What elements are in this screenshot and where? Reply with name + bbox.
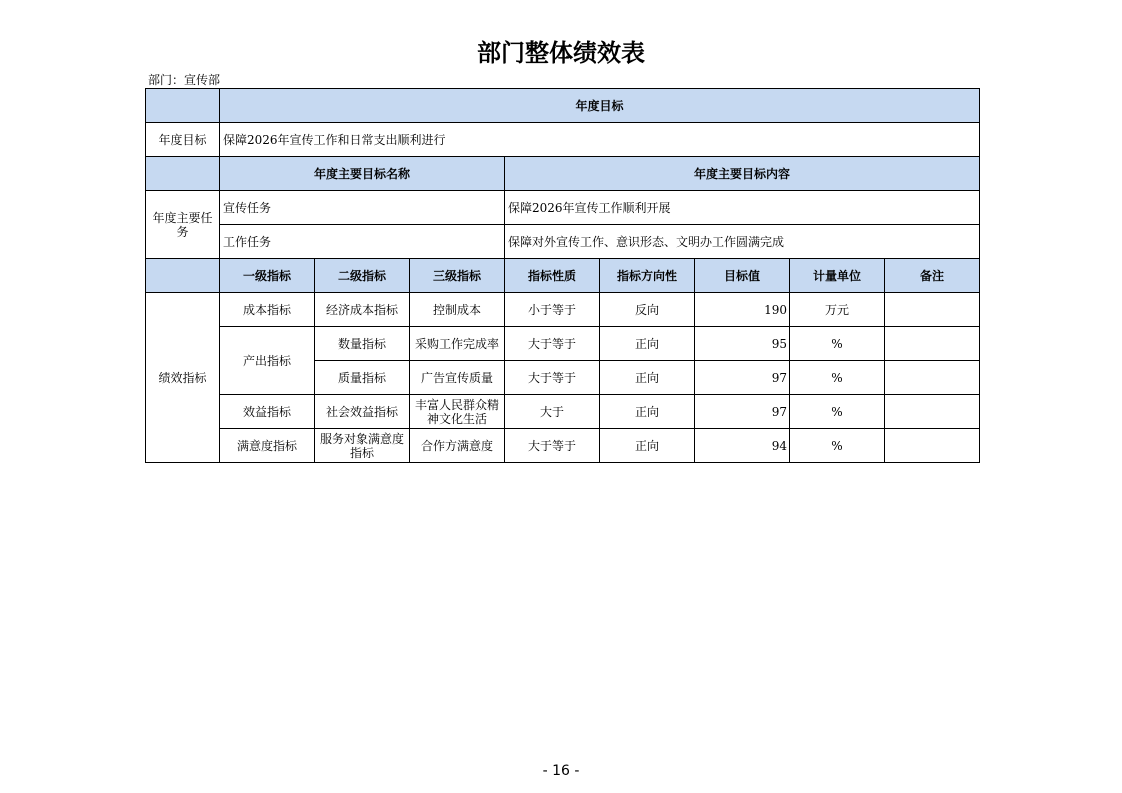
level2-cell: 服务对象满意度指标	[315, 429, 410, 463]
indicator-header-row	[146, 259, 980, 293]
level2-cell: 数量指标	[315, 327, 410, 361]
nature-cell: 大于等于	[505, 429, 600, 463]
direction-cell: 正向	[600, 395, 695, 429]
indicator-header-corner	[146, 259, 220, 293]
header-direction: 指标方向性	[600, 259, 695, 293]
task-name: 宣传任务	[220, 191, 505, 225]
target-cell: 190	[695, 293, 790, 327]
header-level2: 二级指标	[315, 259, 410, 293]
nature-cell: 大于等于	[505, 327, 600, 361]
note-cell	[885, 429, 980, 463]
unit-cell: %	[790, 361, 885, 395]
task-content-header: 年度主要目标内容	[505, 157, 980, 191]
annual-goal-header: 年度目标	[220, 89, 980, 123]
nature-cell: 大于等于	[505, 361, 600, 395]
header-level1: 一级指标	[220, 259, 315, 293]
note-cell	[885, 395, 980, 429]
level2-cell: 社会效益指标	[315, 395, 410, 429]
annual-goal-header-row	[146, 89, 980, 123]
task-header-corner	[146, 157, 220, 191]
note-cell	[885, 361, 980, 395]
target-cell: 95	[695, 327, 790, 361]
task-label: 年度主要任务	[146, 191, 220, 259]
direction-cell: 正向	[600, 429, 695, 463]
level2-cell: 经济成本指标	[315, 293, 410, 327]
level1-cell: 满意度指标	[220, 429, 315, 463]
indicator-row	[146, 293, 980, 327]
task-row	[146, 191, 980, 225]
direction-cell: 正向	[600, 361, 695, 395]
unit-cell: %	[790, 429, 885, 463]
level2-cell: 质量指标	[315, 361, 410, 395]
level3-cell: 广告宣传质量	[410, 361, 505, 395]
target-cell: 94	[695, 429, 790, 463]
target-cell: 97	[695, 395, 790, 429]
corner-cell	[146, 89, 220, 123]
annual-goal-label: 年度目标	[146, 123, 220, 157]
task-row	[146, 225, 980, 259]
target-cell: 97	[695, 361, 790, 395]
unit-cell: %	[790, 327, 885, 361]
department-label: 部门：宣传部	[148, 73, 221, 87]
indicator-row	[146, 429, 980, 463]
level1-cell: 效益指标	[220, 395, 315, 429]
header-target: 目标值	[695, 259, 790, 293]
task-name-header: 年度主要目标名称	[220, 157, 505, 191]
level1-cell: 产出指标	[220, 327, 315, 395]
annual-goal-row	[146, 123, 980, 157]
direction-cell: 反向	[600, 293, 695, 327]
level3-cell: 合作方满意度	[410, 429, 505, 463]
task-name: 工作任务	[220, 225, 505, 259]
task-content: 保障2026年宣传工作顺利开展	[505, 191, 980, 225]
indicator-row	[146, 327, 980, 361]
level3-cell: 丰富人民群众精神文化生活	[410, 395, 505, 429]
header-level3: 三级指标	[410, 259, 505, 293]
nature-cell: 小于等于	[505, 293, 600, 327]
indicator-label: 绩效指标	[146, 293, 220, 463]
nature-cell: 大于	[505, 395, 600, 429]
page-title: 部门整体绩效表	[477, 39, 645, 67]
task-header-row	[146, 157, 980, 191]
level1-cell: 成本指标	[220, 293, 315, 327]
note-cell	[885, 327, 980, 361]
annual-goal-content: 保障2026年宣传工作和日常支出顺利进行	[220, 123, 980, 157]
task-content: 保障对外宣传工作、意识形态、文明办工作圆满完成	[505, 225, 980, 259]
header-unit: 计量单位	[790, 259, 885, 293]
level3-cell: 控制成本	[410, 293, 505, 327]
note-cell	[885, 293, 980, 327]
unit-cell: 万元	[790, 293, 885, 327]
header-note: 备注	[885, 259, 980, 293]
unit-cell: %	[790, 395, 885, 429]
level3-cell: 采购工作完成率	[410, 327, 505, 361]
performance-table	[145, 88, 980, 463]
direction-cell: 正向	[600, 327, 695, 361]
header-nature: 指标性质	[505, 259, 600, 293]
indicator-row	[146, 395, 980, 429]
page-number: - 16 -	[542, 763, 580, 779]
